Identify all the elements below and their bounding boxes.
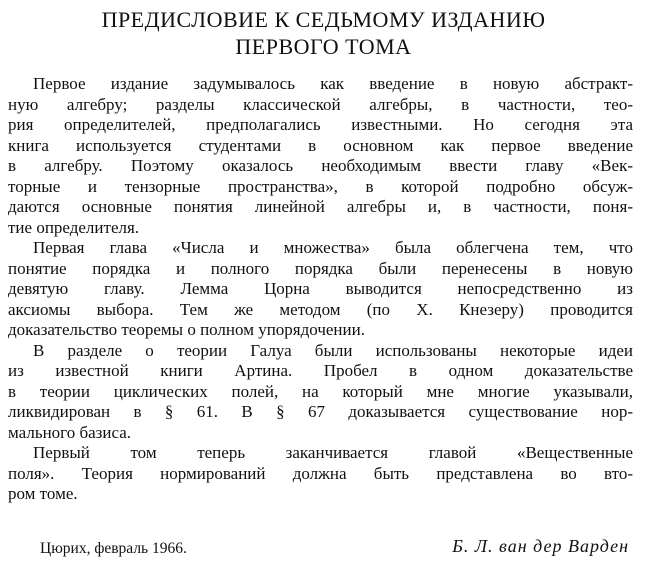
text-line: в алгебру. Поэтому оказалось необходимым ввести главу «Век- <box>8 156 633 175</box>
paragraph-2 <box>8 238 633 341</box>
title-line-1: ПРЕДИСЛОВИЕ К СЕДЬМОМУ ИЗДАНИЮ <box>101 7 546 32</box>
text-line: книга используется студентами в основном как первое введение <box>8 135 633 155</box>
text-line: из известной книги Артина. Пробел в одном доказательстве <box>8 361 633 380</box>
text-line: В разделе о теории Галуа были использованы некоторые идеи <box>33 340 633 360</box>
text-line: торные и тензорные пространства», в которой подробно обсуж- <box>8 176 633 196</box>
text-line: Первый том теперь заканчивается главой «Вещественные <box>33 443 633 462</box>
paragraph-4 <box>8 443 633 505</box>
preface-body <box>8 74 633 505</box>
text-line: даются основные понятия линейной алгебры и, в частности, поня- <box>8 197 633 216</box>
place-date: Цюрих, февраль 1966. <box>40 540 187 557</box>
text-line: мального базиса. <box>8 422 132 442</box>
title-line-2: ПЕРВОГО ТОМА <box>235 34 412 59</box>
text-line: ром томе. <box>8 484 78 503</box>
text-line: Первое издание задумывалось как введение в новую абстракт- <box>33 74 633 93</box>
text-line: понятие порядка и полного порядка были перенесены в новую <box>8 258 633 278</box>
page-title <box>0 6 647 60</box>
text-line: тие определителя. <box>8 217 140 237</box>
paragraph-3 <box>8 340 633 444</box>
signature-block <box>40 538 629 562</box>
text-line: доказательство теоремы о полном упорядочении. <box>8 320 365 339</box>
text-line: рия определителей, предполагались известными. Но сегодня эта <box>8 115 633 134</box>
text-line: в теории циклических полей, на который мне многие указывали, <box>8 381 633 401</box>
text-line: девятую главу. Лемма Цорна выводится непосредственно из <box>8 279 633 298</box>
text-line: Первая глава «Числа и множества» была облегчена тем, что <box>33 238 633 257</box>
author-signature: Б. Л. ван дер Варден <box>452 536 629 556</box>
text-line: аксиомы выбора. Тем же методом (по X. Кнезеру) проводится <box>8 299 633 319</box>
text-line: поля». Теория нормирований должна быть представлена во вто- <box>8 463 633 483</box>
paragraph-1 <box>8 74 633 238</box>
text-line: ликвидирован в § 61. В § 67 доказывается существование нор- <box>8 402 633 421</box>
text-line: ную алгебру; разделы классической алгебры, в частности, тео- <box>8 94 633 114</box>
